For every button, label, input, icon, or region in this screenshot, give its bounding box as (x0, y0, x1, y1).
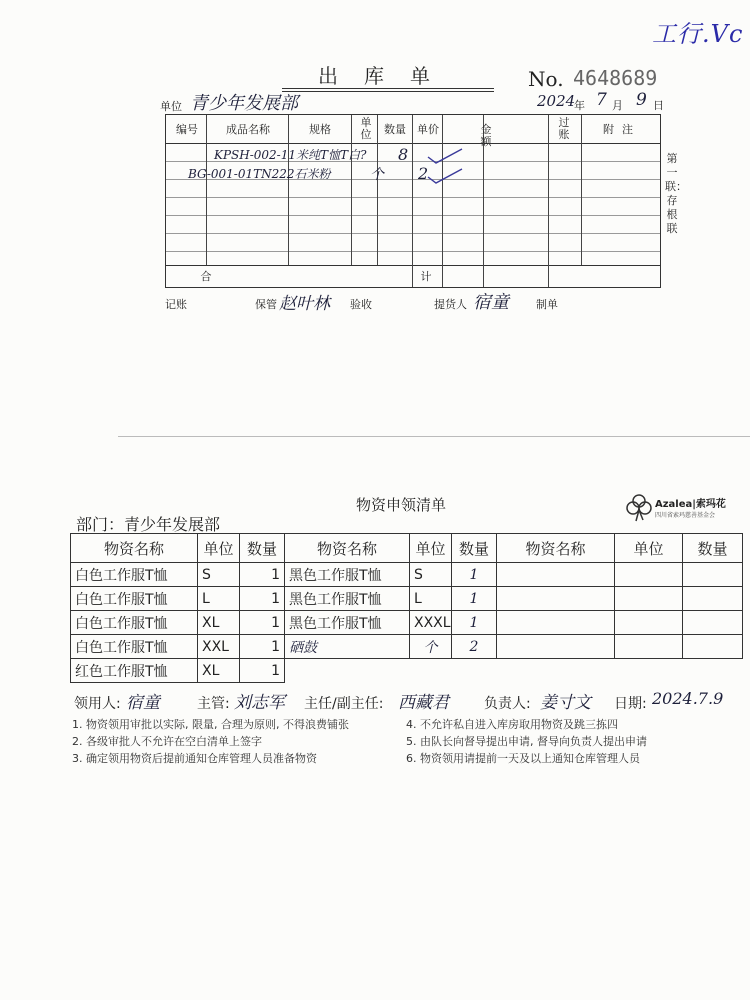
header-unit: 单位 (615, 534, 683, 563)
empty-cell (683, 587, 743, 611)
outbound-slip-table (165, 114, 661, 288)
header-unit: 单位 (410, 534, 452, 563)
request-list-table (70, 533, 743, 683)
title-underline (282, 88, 494, 89)
flower-icon (624, 492, 654, 522)
header-amount: 金额 (480, 123, 512, 148)
page-divider (118, 436, 750, 437)
logo-name: Azalea|索玛花 (655, 499, 726, 510)
item-quantity: 2 (452, 635, 497, 659)
item-name: 黑色工作服T恤 (285, 563, 410, 587)
unit-label: 单位 (160, 100, 182, 113)
supervisor-signature: 刘志军 (234, 693, 285, 713)
ledger-label: 记账 (165, 298, 187, 311)
empty-cell (615, 611, 683, 635)
header-quantity: 数量 (452, 534, 497, 563)
item-name: 白色工作服T恤 (71, 563, 198, 587)
empty-cell (615, 659, 683, 683)
department-value: 青少年发展部 (124, 515, 221, 534)
item-unit: S (410, 563, 452, 587)
date-year-label: 年 (574, 99, 585, 112)
director-signature: 西藏君 (398, 693, 449, 713)
item-unit: L (198, 587, 240, 611)
total-row-divider (166, 265, 660, 266)
empty-cell (683, 635, 743, 659)
empty-cell (452, 659, 497, 683)
header-quantity: 数量 (683, 534, 743, 563)
table-header-row (71, 534, 743, 563)
empty-cell (683, 611, 743, 635)
empty-cell (497, 659, 615, 683)
row-divider (166, 251, 660, 252)
col-divider (288, 115, 289, 265)
note-1: 1. 物资领用审批以实际, 限量, 合理为原则, 不得浪费铺张 (72, 718, 349, 731)
item-unit: XL (198, 611, 240, 635)
item-name: 红色工作服T恤 (71, 659, 198, 683)
note-3: 3. 确定领用物资后提前通知仓库管理人员准备物资 (72, 752, 317, 765)
header-remarks: 附注 (603, 123, 641, 136)
empty-cell (615, 563, 683, 587)
date-label: 日期: (614, 696, 647, 712)
header-product-name: 成品名称 (226, 123, 270, 136)
maker-label: 制单 (536, 298, 558, 311)
header-posted: 过账 (558, 116, 570, 141)
empty-cell (615, 635, 683, 659)
note-5: 5. 由队长向督导提出申请, 督导向负责人提出申请 (406, 735, 647, 748)
row-divider (166, 233, 660, 234)
slip-row-2-unit: 个 (370, 167, 384, 183)
empty-cell (683, 659, 743, 683)
header-item-name: 物资名称 (285, 534, 410, 563)
logo-subtitle: 四川省索玛慈善基金会 (655, 512, 716, 519)
director-label: 主任/副主任: (304, 696, 384, 712)
item-unit: S (198, 563, 240, 587)
item-name: 硒鼓 (285, 635, 410, 659)
table-row (71, 659, 743, 683)
title-underline (282, 91, 494, 92)
date-month-label: 月 (612, 99, 623, 112)
slip-row-1-qty: 8 (398, 145, 409, 164)
responsible-label: 负责人: (484, 696, 531, 712)
slip-row-2-qty: 2 (418, 164, 429, 183)
item-name: 黑色工作服T恤 (285, 587, 410, 611)
receiver-label: 领用人: (74, 696, 121, 712)
item-unit: L (410, 587, 452, 611)
item-unit: XXXL (410, 611, 452, 635)
note-4: 4. 不允许私自进入库房取用物资及跳三拣四 (406, 718, 618, 731)
unit-value: 青少年发展部 (190, 93, 298, 114)
table-header-divider (166, 143, 660, 144)
empty-cell (497, 563, 615, 587)
date-year: 2024 (537, 92, 576, 110)
item-quantity: 1 (452, 587, 497, 611)
note-2: 2. 各级审批人不允许在空白清单上签字 (72, 735, 262, 748)
supervisor-label: 主管: (197, 696, 230, 712)
item-name: 白色工作服T恤 (71, 635, 198, 659)
empty-cell (497, 587, 615, 611)
department-label: 部门： (76, 515, 125, 534)
receiver-signature: 宿童 (126, 693, 160, 713)
note-6: 6. 物资领用请提前一天及以上通知仓库管理人员 (406, 752, 640, 765)
checkmark-icon (426, 145, 466, 189)
corner-handwritten-note: 工行.Vc (652, 20, 744, 48)
col-divider (377, 115, 378, 265)
item-quantity: 1 (240, 611, 285, 635)
header-item-name: 物资名称 (71, 534, 198, 563)
col-divider (412, 115, 413, 287)
table-row (71, 611, 743, 635)
header-code: 编号 (176, 123, 198, 136)
keeper-signature: 赵叶林 (279, 294, 330, 314)
item-unit: XL (198, 659, 240, 683)
empty-cell (285, 659, 410, 683)
col-divider (351, 115, 352, 265)
slip-row-2-item: BG-001-01TN222石米粉 (188, 167, 331, 181)
date-month: 7 (596, 90, 607, 110)
azalea-logo (624, 490, 744, 526)
date-day: 9 (636, 90, 647, 110)
header-unit: 单位 (360, 116, 372, 141)
serial-label: No. (528, 67, 564, 91)
header-quantity: 数量 (240, 534, 285, 563)
header-spec: 规格 (309, 123, 331, 136)
table-row (71, 563, 743, 587)
row-divider (166, 215, 660, 216)
copy-note: 第一联：存根联 (665, 152, 687, 235)
item-quantity: 1 (240, 659, 285, 683)
col-divider (548, 115, 549, 287)
table-row (71, 635, 743, 659)
total-label-right: 计 (420, 270, 432, 283)
item-quantity: 1 (240, 563, 285, 587)
col-divider (581, 115, 582, 265)
empty-cell (615, 587, 683, 611)
date-day-label: 日 (653, 99, 664, 112)
total-label-left: 合 (200, 270, 212, 283)
item-unit: 个 (410, 635, 452, 659)
department (76, 512, 220, 535)
item-quantity: 1 (240, 635, 285, 659)
empty-cell (497, 635, 615, 659)
item-name: 白色工作服T恤 (71, 611, 198, 635)
empty-cell (410, 659, 452, 683)
request-list-title: 物资申领清单 (356, 496, 447, 514)
item-name: 黑色工作服T恤 (285, 611, 410, 635)
outbound-slip-title: 出库单 (318, 64, 456, 88)
slip-row-1-item: KPSH-002-11米纯T恤T白? (214, 148, 367, 162)
item-quantity: 1 (240, 587, 285, 611)
header-unit: 单位 (198, 534, 240, 563)
header-quantity: 数量 (384, 123, 406, 136)
header-item-name: 物资名称 (497, 534, 615, 563)
col-divider (442, 115, 443, 287)
table-row (71, 587, 743, 611)
picker-signature: 宿童 (473, 292, 509, 313)
col-divider (206, 115, 207, 265)
header-unit-price: 单价 (417, 123, 439, 136)
responsible-signature: 姜寸文 (540, 693, 591, 713)
empty-cell (497, 611, 615, 635)
receipt-label: 验收 (350, 298, 372, 311)
serial-number: 4648689 (573, 66, 658, 90)
date-value: 2024.7.9 (652, 689, 724, 708)
item-unit: XXL (198, 635, 240, 659)
empty-cell (683, 563, 743, 587)
keeper-label: 保管 (255, 298, 277, 311)
item-name: 白色工作服T恤 (71, 587, 198, 611)
item-quantity: 1 (452, 611, 497, 635)
picker-label: 提货人 (434, 298, 467, 311)
item-quantity: 1 (452, 563, 497, 587)
row-divider (166, 197, 660, 198)
